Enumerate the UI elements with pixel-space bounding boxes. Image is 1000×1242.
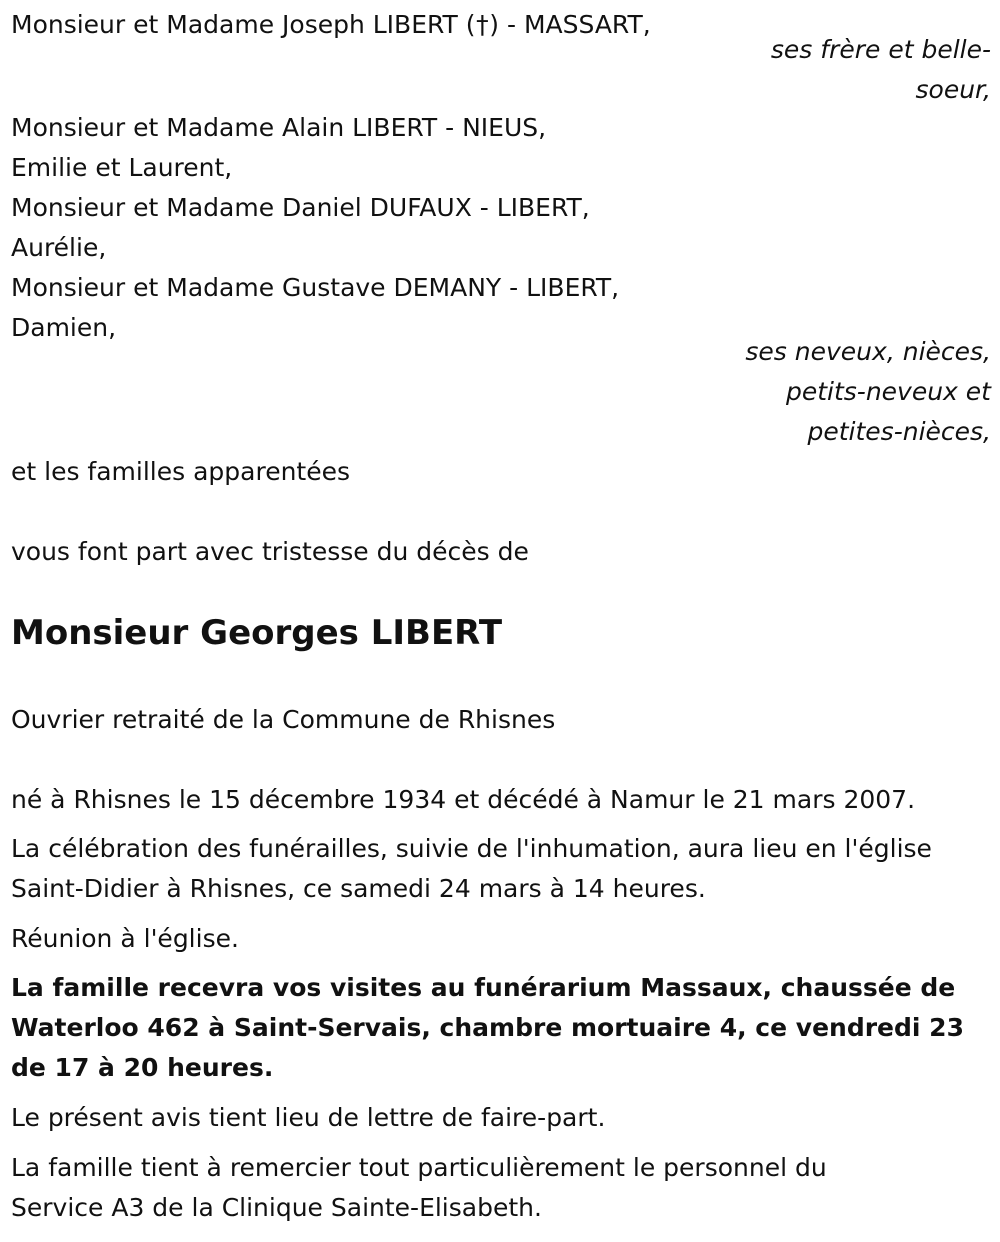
- family-member: Monsieur et Madame Alain LIBERT - NIEUS,: [11, 113, 547, 142]
- role-nephews-line: ses neveux, nièces,: [745, 337, 991, 366]
- family-member: Monsieur et Madame Daniel DUFAUX - LIBERT,: [11, 193, 590, 222]
- meeting-info: Réunion à l'église.: [11, 924, 239, 953]
- thanks-info: La famille tient à remercier tout particulièrement le personnel du Service A3 de la Clinique Sainte-Elisabeth.: [11, 1153, 827, 1222]
- family-members: [11, 108, 619, 348]
- role-nephews: [591, 332, 991, 452]
- role-siblings: [591, 30, 991, 110]
- announcement-text: vous font part avec tristesse du décès de: [11, 537, 529, 566]
- role-nephews-line: petits-neveux et: [785, 377, 991, 406]
- deceased-occupation: Ouvrier retraité de la Commune de Rhisnes: [11, 705, 556, 734]
- ceremony-info: La célébration des funérailles, suivie de l'inhumation, aura lieu en l'église Saint-Didier à Rhisnes, ce samedi 24 mars à 14 heures.: [11, 834, 932, 903]
- role-nephews-line: petites-nièces,: [807, 417, 991, 446]
- deceased-name: Monsieur Georges LIBERT: [11, 613, 503, 653]
- family-member: Monsieur et Madame Gustave DEMANY - LIBERT,: [11, 273, 620, 302]
- birth-death-dates: né à Rhisnes le 15 décembre 1934 et décédé à Namur le 21 mars 2007.: [11, 785, 916, 814]
- family-line-joseph-prefix: Monsieur et Madame Joseph LIBERT (: [11, 10, 476, 39]
- related-families: et les familles apparentées: [11, 457, 351, 486]
- role-siblings-line1: ses frère et belle-: [770, 35, 991, 64]
- family-line-joseph: [11, 5, 651, 45]
- notice-info: Le présent avis tient lieu de lettre de faire-part.: [11, 1103, 606, 1132]
- family-member: Emilie et Laurent,: [11, 153, 233, 182]
- cross-icon: †: [476, 10, 489, 39]
- family-member: Aurélie,: [11, 233, 107, 262]
- visits-info: La famille recevra vos visites au funérarium Massaux, chaussée de Waterloo 462 à Saint-Servais, chambre mortuaire 4, ce vendredi 23 de 17 à 20 heures.: [11, 973, 964, 1082]
- family-line-joseph-suffix: ) - MASSART,: [489, 10, 651, 39]
- role-siblings-line2: soeur,: [915, 75, 991, 104]
- family-member: Damien,: [11, 313, 117, 342]
